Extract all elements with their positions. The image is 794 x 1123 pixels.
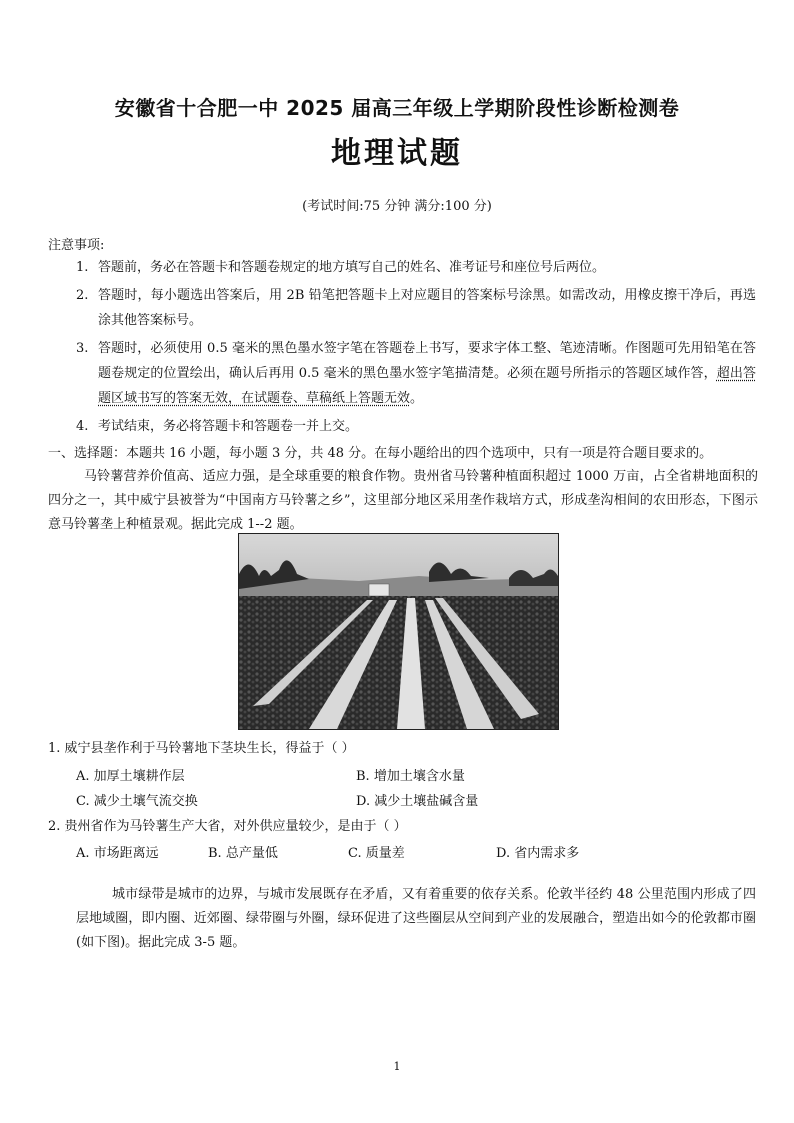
potato-field-illustration (239, 534, 558, 729)
notice-list (76, 255, 756, 442)
notice-text-part: 。 (410, 391, 424, 406)
notice-item (76, 336, 756, 411)
notice-text-part: 答题时，必须使用 0.5 毫米的黑色墨水签字笔在答题卷上书写，要求字体工整、笔迹清晰。作图题可先用铅笔在答题卷规定的位置绘出，确认后再用 0.5 毫米的黑色墨水签字笔描清楚。必须在题号所指示的答题区域作答， (98, 341, 756, 381)
notice-item (76, 414, 756, 439)
exam-title: 安徽省十合肥一中 2025 届高三年级上学期阶段性诊断检测卷 (114, 96, 680, 120)
question-1-option-a[interactable]: A. 加厚土壤耕作层 (76, 769, 185, 784)
notice-item-number: 1. (76, 260, 89, 275)
passage-green-belt: 城市绿带是城市的边界，与城市发展既存在矛盾，又有着重要的依存关系。伦敦半径约 48 公里范围内形成了四层地域圈，即内圈、近郊圈、绿带圈与外圈，绿环促进了这些圈层从空间到产业的发展融合，塑造出如今的伦敦都市圈(如下图)。据此完成 3-5 题。 (76, 887, 756, 950)
question-2-option-b[interactable]: B. 总产量低 (208, 846, 278, 861)
exam-info: (考试时间:75 分钟 满分:100 分) (302, 199, 492, 214)
potato-field-photo (238, 533, 559, 730)
subject-title: 地理试题 (331, 136, 463, 171)
passage-potato: 马铃薯营养价值高、适应力强，是全球重要的粮食作物。贵州省马铃薯种植面积超过 1000 万亩，占全省耕地面积的四分之一，其中威宁县被誉为“中国南方马铃薯之乡”，这里部分地区采用垄作栽培方式，形成垄沟相间的农田形态，下图示意马铃薯垄上种植景观。据此完成 1--2 题。 (48, 469, 758, 532)
question-1-option-c[interactable]: C. 减少土壤气流交换 (76, 794, 198, 809)
notice-item-number: 3. (76, 341, 89, 356)
question-2-option-a[interactable]: A. 市场距离远 (76, 846, 159, 861)
notice-item-text: 答题前，务必在答题卡和答题卷规定的地方填写自己的姓名、准考证号和座位号后两位。 (98, 260, 606, 275)
question-2-option-d[interactable]: D. 省内需求多 (496, 846, 580, 861)
notice-heading: 注意事项: (48, 238, 105, 253)
notice-emphasis-text: 超出答题区域书写的答案无效，在试题卷、草稿纸上答题无效 (98, 366, 756, 406)
question-1-option-d[interactable]: D. 减少土壤盐碱含量 (356, 794, 479, 809)
notice-item (76, 283, 756, 333)
question-1-stem: 1. 威宁县垄作利于马铃薯地下茎块生长，得益于（ ） (48, 741, 355, 756)
notice-item-text (98, 336, 756, 411)
notice-item-number: 4. (76, 419, 89, 434)
question-2-stem: 2. 贵州省作为马铃薯生产大省，对外供应量较少，是由于（ ） (48, 819, 407, 834)
notice-item (76, 255, 756, 280)
notice-item-text: 考试结束，务必将答题卡和答题卷一并上交。 (98, 419, 359, 434)
notice-item-number: 2. (76, 288, 89, 303)
page-number: 1 (393, 1060, 401, 1073)
notice-item-text: 答题时，每小题选出答案后，用 2B 铅笔把答题卡上对应题目的答案标号涂黑。如需改动，用橡皮擦干净后，再选涂其他答案标号。 (98, 288, 756, 328)
section-heading: 一、选择题：本题共 16 小题，每小题 3 分，共 48 分。在每小题给出的四个选项中，只有一项是符合题目要求的。 (48, 446, 713, 461)
question-1-option-b[interactable]: B. 增加土壤含水量 (356, 769, 465, 784)
question-2-option-c[interactable]: C. 质量差 (348, 846, 405, 861)
